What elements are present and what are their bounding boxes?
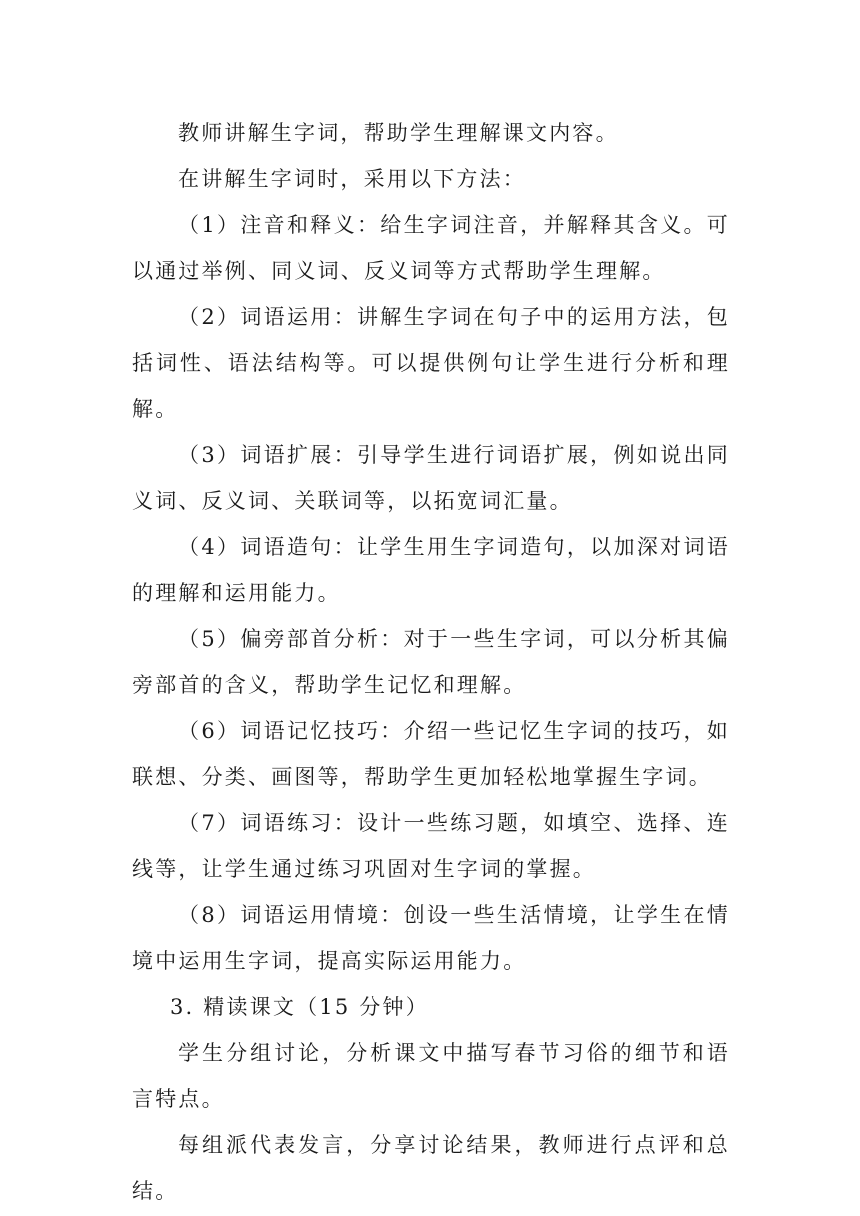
paragraph-group-report: 每组派代表发言，分享讨论结果，教师进行点评和总结。	[132, 1133, 730, 1203]
list-item-usage-context: （8）词语运用情境：创设一些生活情境，让学生在情境中运用生字词，提高实际运用能力。	[132, 903, 730, 973]
document-body	[132, 110, 730, 1214]
paragraph-methods-intro: 在讲解生字词时，采用以下方法：	[178, 167, 526, 191]
list-item-word-expansion: （3）词语扩展：引导学生进行词语扩展，例如说出同义词、反义词、关联词等，以拓宽词汇量。	[132, 443, 730, 513]
paragraph-teacher-explains: 教师讲解生字词，帮助学生理解课文内容。	[178, 121, 619, 145]
list-item-word-usage: （2）词语运用：讲解生字词在句子中的运用方法，包括词性、语法结构等。可以提供例句让学生进行分析和理解。	[132, 305, 730, 421]
list-item-memory-tips: （6）词语记忆技巧：介绍一些记忆生字词的技巧，如联想、分类、画图等，帮助学生更加轻松地掌握生字词。	[132, 719, 730, 789]
paragraph-group-discussion: 学生分组讨论，分析课文中描写春节习俗的细节和语言特点。	[132, 1041, 730, 1111]
list-item-pinyin-meaning: （1）注音和释义：给生字词注音，并解释其含义。可以通过举例、同义词、反义词等方式帮助学生理解。	[132, 213, 730, 283]
section-heading-close-reading: 3. 精读课文（15 分钟）	[170, 995, 429, 1019]
list-item-radical-analysis: （5）偏旁部首分析：对于一些生字词，可以分析其偏旁部首的含义，帮助学生记忆和理解。	[132, 627, 730, 697]
list-item-sentence-making: （4）词语造句：让学生用生字词造句，以加深对词语的理解和运用能力。	[132, 535, 730, 605]
list-item-word-practice: （7）词语练习：设计一些练习题，如填空、选择、连线等，让学生通过练习巩固对生字词的掌握。	[132, 811, 730, 881]
